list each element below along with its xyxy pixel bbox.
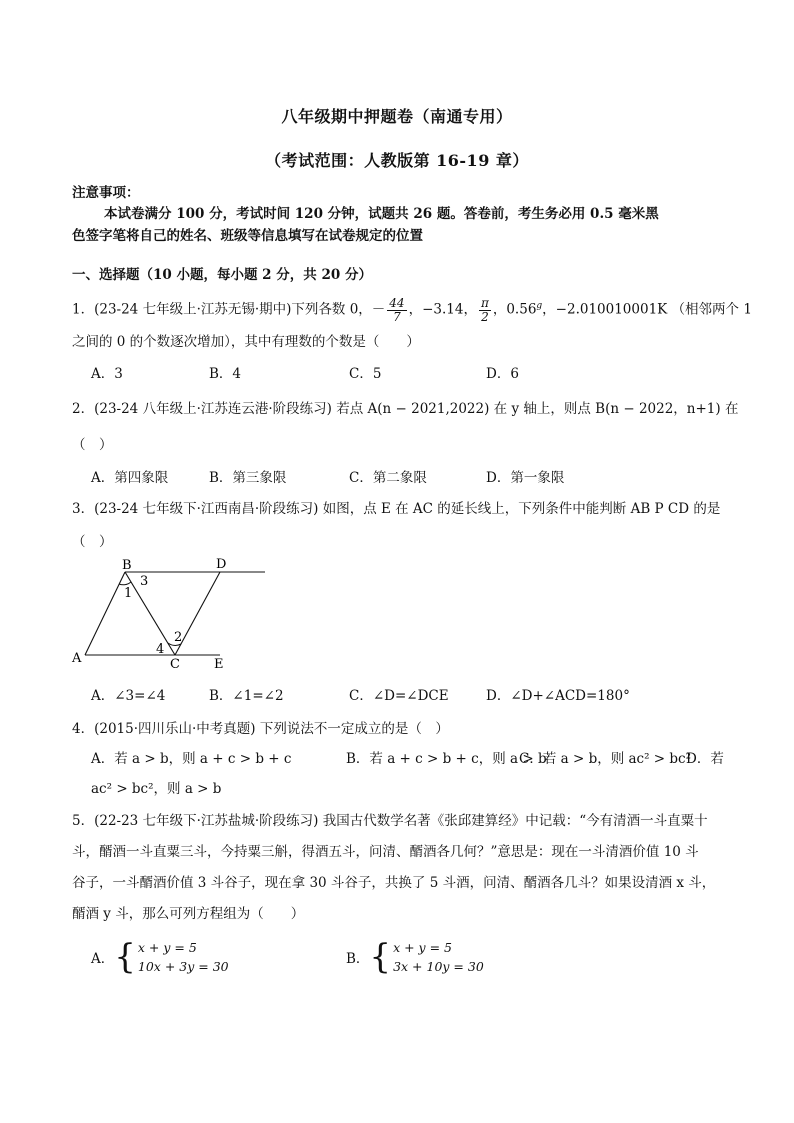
q1-option-b[interactable]: B．4 — [209, 366, 242, 382]
q5-option-b[interactable] — [346, 938, 484, 976]
q2-option-a[interactable]: A．第四象限 — [91, 470, 169, 486]
q5-option-a[interactable] — [91, 938, 229, 976]
notes-line-2: 色签字笔将自己的姓名、班级等信息填写在试卷规定的位置 — [72, 228, 423, 244]
question-4-line-1: 4．(2015·四川乐山·中考真题) 下列说法不一定成立的是（ ） — [72, 721, 449, 737]
q2-option-b[interactable]: B．第三象限 — [209, 470, 287, 486]
page-subtitle: （考试范围：人教版第 16-19 章） — [265, 151, 529, 170]
question-1-line-1 — [72, 293, 752, 323]
q1-tail: ，−2.010010001K （相邻两个 1 — [542, 301, 752, 318]
question-1-line-2: 之间的 0 的个数逐次增加），其中有理数的个数是（ ） — [72, 334, 420, 350]
label-d: D — [216, 557, 227, 572]
q1-prefix: 1．(23-24 七年级上·江苏无锡·期中)下列各数 0， — [72, 301, 372, 318]
question-5-line-3: 谷子，一斗醑酒价值 3 斗谷子，现在拿 30 斗谷子，共换了 5 斗酒，问清、醑酒各几斗？如果设清酒 x 斗， — [72, 875, 716, 891]
q1-option-d[interactable]: D．6 — [486, 366, 519, 382]
label-angle-3: 3 — [140, 574, 149, 589]
question-3-line-1: 3．(23-24 七年级下·江西南昌·阶段练习) 如图，点 E 在 AC 的延长线上，下列条件中能判断 AB P CD 的是 — [72, 501, 721, 517]
q5-option-b-label: B． — [346, 951, 370, 967]
q1-option-c[interactable]: C．5 — [349, 366, 382, 382]
q1-fraction-1-num: 44 — [389, 295, 405, 310]
label-a: A — [72, 651, 82, 666]
q4-option-c[interactable]: C．若 a > b，则 ac² > bc² — [519, 751, 692, 767]
q5-option-b-system — [393, 938, 484, 976]
question-3-line-2: （ ） — [72, 534, 113, 550]
q3-option-d[interactable]: D．∠D+∠ACD=180° — [486, 688, 630, 704]
q5-option-a-eq1: x + y = 5 — [137, 940, 197, 955]
notes-heading: 注意事项： — [72, 185, 140, 201]
q3-option-a[interactable]: A．∠3=∠4 — [91, 688, 166, 704]
question-5-line-2: 斗，醑酒一斗直粟三斗，今持粟三斛，得酒五斗，问清、醑酒各几何？”意思是：现在一斗清酒价值 10 斗 — [72, 844, 699, 860]
q4-option-b[interactable]: B．若 a + c > b + c，则 a > b — [346, 751, 547, 767]
q4-option-d[interactable]: D．若 — [686, 751, 724, 767]
q1-mid-2: ，0.56 — [492, 301, 537, 318]
question-2-line-2: （ ） — [72, 437, 113, 453]
label-angle-1: 1 — [124, 586, 133, 601]
q1-dot-mark: g — [536, 301, 543, 311]
brace-a: { — [114, 937, 136, 977]
q1-mid-1: ，−3.14， — [408, 301, 477, 318]
q5-option-a-eq2: 10x + 3y = 30 — [137, 959, 229, 974]
q3-option-b[interactable]: B．∠1=∠2 — [209, 688, 284, 704]
brace-b: { — [369, 937, 392, 977]
label-angle-4: 4 — [156, 642, 165, 657]
question-2-line-1: 2．(23-24 八年级上·江苏连云港·阶段练习) 若点 A(n − 2021,2022) 在 y 轴上，则点 B(n − 2022，n+1) 在 — [72, 401, 739, 417]
q1-fraction-2-den: 2 — [481, 309, 489, 324]
angle-arc-b — [119, 582, 131, 585]
label-angle-2: 2 — [174, 630, 183, 645]
q5-option-b-eq1: x + y = 5 — [393, 940, 452, 955]
q5-option-a-system — [138, 938, 229, 976]
question-5-line-4: 醑酒 y 斗，那么可列方程组为（ ） — [72, 906, 305, 922]
label-b: B — [122, 558, 132, 573]
q4-option-d-cont: ac² > bc²，则 a > b — [91, 781, 222, 797]
q4-option-a[interactable]: A．若 a > b，则 a + c > b + c — [91, 751, 292, 767]
q2-option-d[interactable]: D．第一象限 — [486, 470, 565, 486]
q1-option-a[interactable]: A．3 — [91, 366, 123, 382]
q5-option-b-eq2: 3x + 10y = 30 — [393, 959, 484, 974]
q1-fraction-2 — [479, 297, 491, 323]
q1-minus: － — [371, 301, 386, 318]
q1-fraction-1 — [387, 297, 406, 323]
question-5-line-1: 5．(22-23 七年级下·江苏盐城·阶段练习) 我国古代数学名著《张邱建算经》中记载：“今有清酒一斗直粟十 — [72, 813, 708, 829]
q3-option-c[interactable]: C．∠D=∠DCE — [349, 688, 449, 704]
page-title: 八年级期中押题卷（南通专用） — [281, 107, 513, 126]
figure-svg — [70, 555, 275, 670]
notes-line-1: 本试卷满分 100 分，考试时间 120 分钟，试题共 26 题。答卷前，考生务必用 0.5 毫米黑 — [104, 206, 659, 222]
q1-fraction-1-den: 7 — [393, 309, 401, 324]
q5-option-a-label: A． — [91, 951, 115, 967]
label-c: C — [170, 657, 180, 670]
section-heading: 一、选择题（10 小题，每小题 2 分，共 20 分） — [72, 267, 372, 283]
label-e: E — [214, 657, 224, 670]
line-bc — [125, 572, 175, 655]
q2-option-c[interactable]: C．第二象限 — [349, 470, 427, 486]
geometry-figure — [70, 555, 275, 670]
q1-fraction-2-num: π — [480, 295, 489, 310]
